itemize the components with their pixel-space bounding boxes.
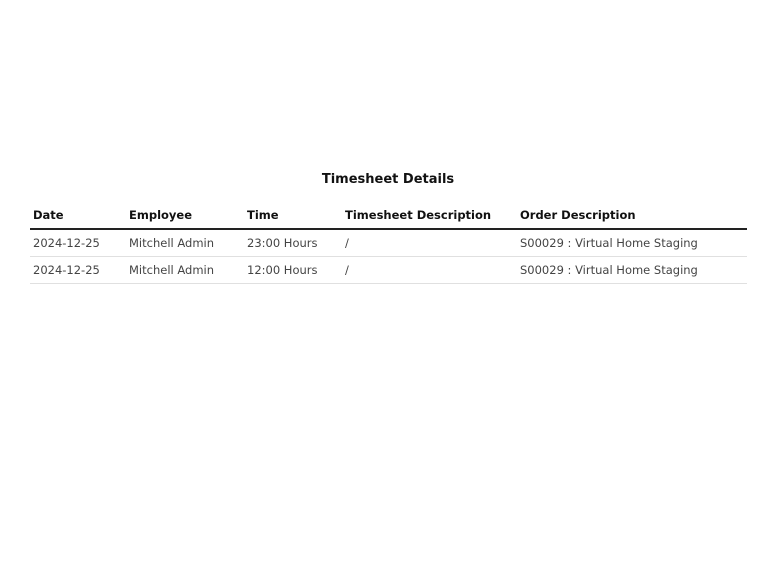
table-row — [30, 229, 747, 257]
column-header-order-description: Order Description — [517, 203, 747, 229]
column-header-employee: Employee — [126, 203, 244, 229]
cell-timesheet-description: / — [342, 257, 517, 284]
cell-order-description: S00029 : Virtual Home Staging — [517, 257, 747, 284]
timesheet-table — [30, 203, 747, 284]
cell-time: 12:00 Hours — [244, 257, 342, 284]
table-header-row — [30, 203, 747, 229]
cell-employee: Mitchell Admin — [126, 257, 244, 284]
column-header-time: Time — [244, 203, 342, 229]
report-title: Timesheet Details — [321, 172, 455, 187]
column-header-date: Date — [30, 203, 126, 229]
column-header-timesheet-description: Timesheet Description — [342, 203, 517, 229]
cell-date: 2024-12-25 — [30, 257, 126, 284]
cell-time: 23:00 Hours — [244, 229, 342, 257]
cell-date: 2024-12-25 — [30, 229, 126, 257]
table-row — [30, 257, 747, 284]
cell-order-description: S00029 : Virtual Home Staging — [517, 229, 747, 257]
cell-timesheet-description: / — [342, 229, 517, 257]
cell-employee: Mitchell Admin — [126, 229, 244, 257]
